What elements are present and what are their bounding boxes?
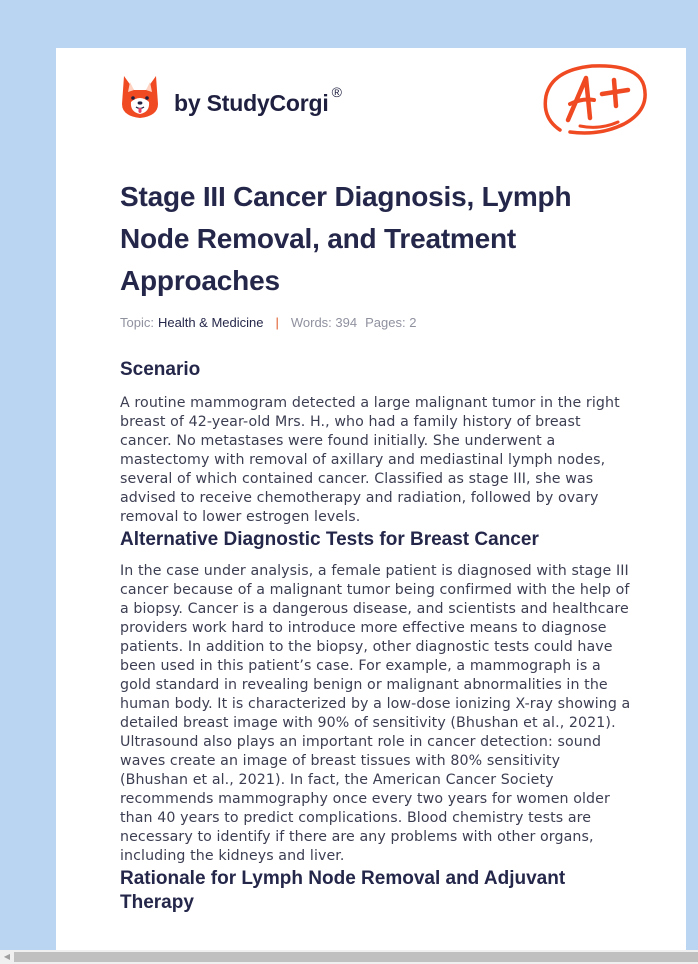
scroll-left-arrow-icon[interactable]: ◀ xyxy=(3,952,11,961)
meta-separator: | xyxy=(275,314,279,330)
page-title: Stage III Cancer Diagnosis, Lymph Node Removal, and Treatment Approaches xyxy=(120,181,572,296)
section-body-alternative-tests: In the case under analysis, a female patient is diagnosed with stage III cancer because of a malignant tumor being confirmed with the help of a biopsy. Cancer is a dangerous disease, and scientists and healthcare providers work hard to introduce more effective means to diagnose patients. In addition to the biopsy, other diagnostic tests could have been used in this patient’s case. For example, a mammograph is a gold standard in revealing benign or malignant abnormalities in the human body. It is characterized by a low-dose ionizing X-ray showing a detailed breast image with 90% of sensitivity (Bhushan et al., 2021). Ultrasound also plays an important role in cancer detection: sound waves create an image of breast tissues with 80% sensitivity (Bhushan et al., 2021). In fact, the American Cancer Society recommends mammography once every two years for women older than 40 years to predict complications. Blood chemistry tests are necessary to identify if there are any problems with other organs, including the kidneys and liver. xyxy=(120,563,631,864)
brand-name: by StudyCorgi ® xyxy=(174,83,342,116)
topic-label: Topic: xyxy=(120,314,154,330)
section-heading-rationale: Rationale for Lymph Node Removal and Adjuvant Therapy xyxy=(120,868,566,913)
article xyxy=(120,176,632,915)
section-body-scenario: A routine mammogram detected a large malignant tumor in the right breast of 42-year-old Mrs. H., who had a family history of breast cancer. No metastases were found initially. She underwent a mastectomy with removal of axillary and mediastinal lymph nodes, several of which contained cancer. Classified as stage III, she was advised to receive chemotherapy and radiation, followed by ovary removal to lower estrogen levels. xyxy=(120,395,620,525)
scrollbar-thumb[interactable] xyxy=(14,952,698,962)
page-count: Pages: 2 xyxy=(365,314,417,330)
word-count: Words: 394 xyxy=(290,314,358,330)
corgi-logo-icon xyxy=(120,74,160,120)
article-meta xyxy=(120,312,632,332)
registered-mark: ® xyxy=(331,83,342,100)
studycorgi-logo[interactable] xyxy=(120,74,342,120)
horizontal-scrollbar[interactable] xyxy=(0,950,698,964)
topic-link[interactable]: Health & Medicine xyxy=(157,314,264,330)
section-heading-scenario: Scenario xyxy=(120,359,201,380)
document-page xyxy=(56,48,686,950)
section-heading-alternative-tests: Alternative Diagnostic Tests for Breast Cancer xyxy=(120,529,539,550)
page-header xyxy=(120,74,650,144)
a-plus-grade-icon xyxy=(540,60,650,140)
